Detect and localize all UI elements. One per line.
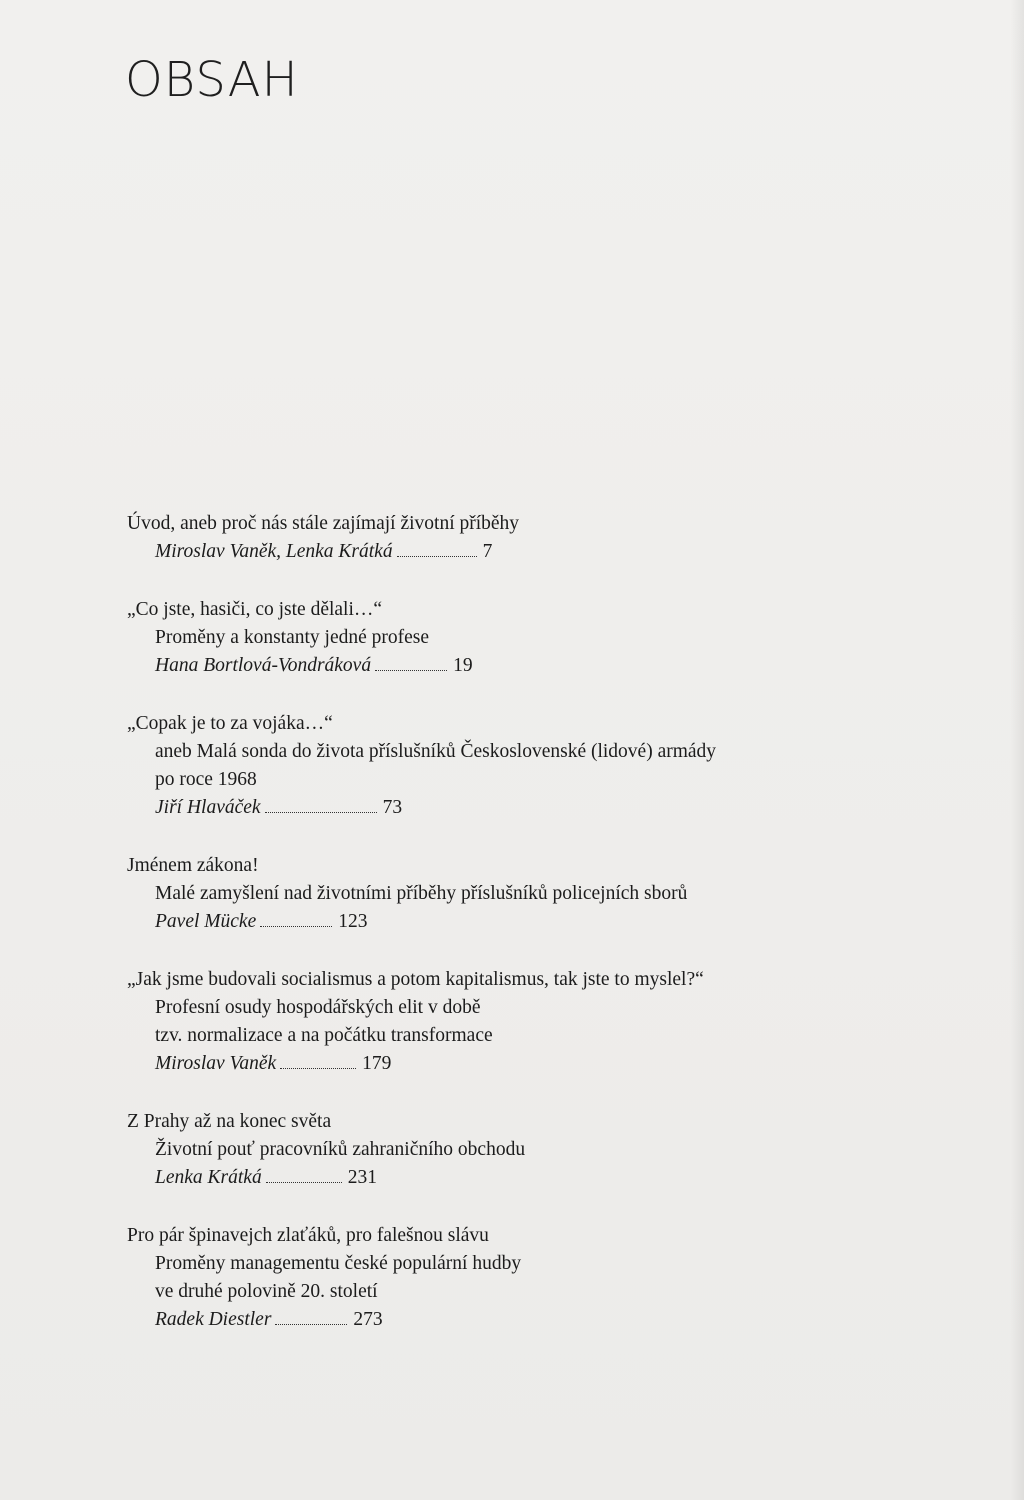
toc-entry [127,852,917,936]
entry-author: Lenka Krátká [155,1167,262,1188]
entry-author-line [127,1306,917,1334]
entry-page-number: 231 [347,1167,377,1188]
dot-leader [375,670,447,671]
toc-entry [127,510,917,566]
dot-leader [260,926,332,927]
entry-title: Úvod, aneb proč nás stále zajímají životní příběhy [127,513,520,534]
entry-page-number: 273 [353,1309,383,1330]
entry-subtitle: Proměny a konstanty jedné profese [155,627,430,648]
entry-author: Miroslav Vaněk [155,1053,277,1074]
entry-subtitle: Malé zamyšlení nad životními příběhy příslušníků policejních sborů [155,883,688,904]
entry-author: Miroslav Vaněk, Lenka Krátká [155,541,393,562]
dot-leader [266,1182,342,1183]
entry-page-number: 179 [362,1053,392,1074]
entry-subtitle: po roce 1968 [155,769,257,790]
dot-leader [275,1324,347,1325]
entry-title: Pro pár špinavejch zlaťáků, pro falešnou slávu [127,1225,489,1246]
entry-subtitle: ve druhé polovině 20. století [155,1281,378,1302]
entry-page-number: 123 [338,911,368,932]
entry-subtitle: Proměny managementu české populární hudby [155,1253,522,1274]
toc-entry [127,1108,917,1192]
entry-title: „Copak je to za vojáka…“ [127,713,333,734]
entry-author: Radek Diestler [155,1309,272,1330]
entry-author: Jiří Hlaváček [155,797,261,818]
toc-entry [127,710,917,822]
entry-subtitle: Životní pouť pracovníků zahraničního obchodu [155,1139,526,1160]
toc-entry [127,966,917,1078]
entry-title: „Co jste, hasiči, co jste dělali…“ [127,599,383,620]
entry-author-line [127,908,917,936]
dot-leader [397,556,477,557]
dot-leader [265,812,377,813]
entry-title: Jménem zákona! [127,855,259,876]
entry-author-line [127,652,917,680]
page-title: OBSAH [125,52,299,108]
page-edge-shadow [1010,0,1024,1500]
entry-author-line [127,1050,917,1078]
entry-author: Pavel Mücke [155,911,257,932]
dot-leader [280,1068,356,1069]
entry-page-number: 73 [382,797,403,818]
toc-entry [127,1222,917,1334]
entry-author-line [127,794,917,822]
entry-author-line [127,1164,917,1192]
entry-author-line [127,538,917,566]
entry-subtitle: tzv. normalizace a na počátku transformace [155,1025,493,1046]
entry-title: „Jak jsme budovali socialismus a potom kapitalismus, tak jste to myslel?“ [127,969,704,990]
entry-subtitle: aneb Malá sonda do života příslušníků Československé (lidové) armády [155,741,717,762]
toc-entry [127,596,917,680]
entry-author: Hana Bortlová-Vondráková [155,655,372,676]
entry-page-number: 19 [453,655,473,676]
entry-page-number: 7 [482,541,493,562]
table-of-contents [127,510,917,1364]
entry-subtitle: Profesní osudy hospodářských elit v době [155,997,481,1018]
entry-title: Z Prahy až na konec světa [127,1111,332,1132]
